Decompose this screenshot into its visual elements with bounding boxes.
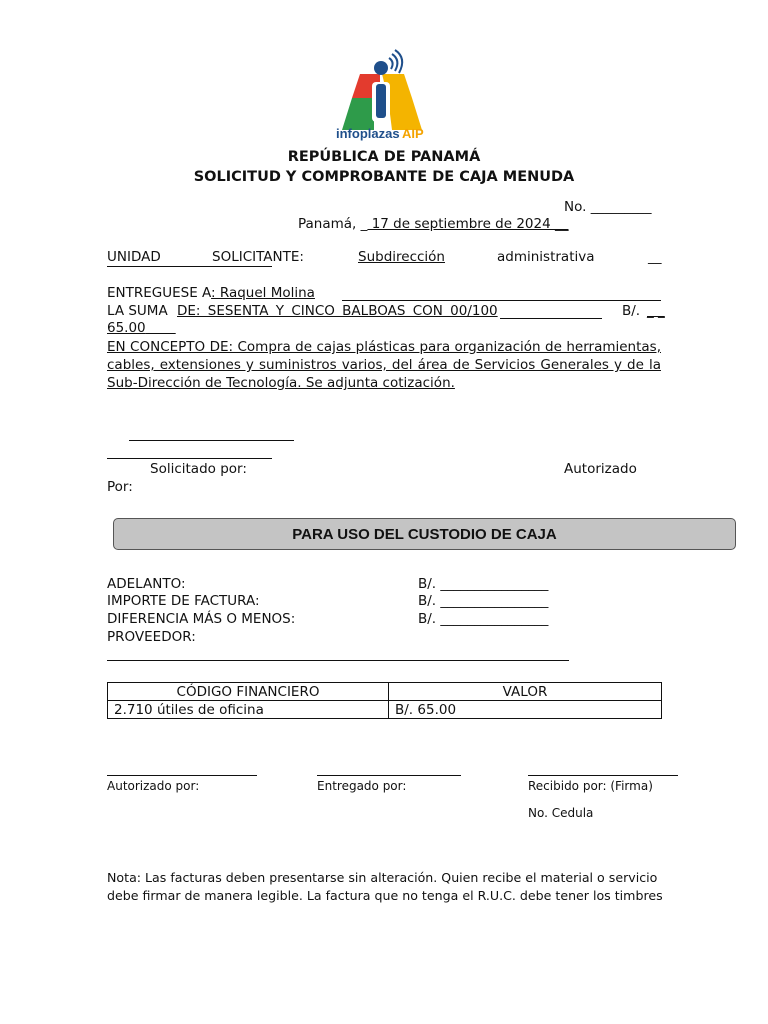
id-number-label: No. Cedula (528, 806, 594, 820)
provider-blank-line (107, 660, 569, 661)
advance-currency: B/. (418, 576, 437, 592)
received-by-label: Recibido por: (Firma) (528, 779, 653, 793)
invoice-amount-value (418, 593, 548, 609)
invoice-amount-blank: ________________ (440, 593, 549, 609)
sum-currency: B/. (622, 303, 641, 319)
number-blank: _________ (590, 199, 652, 215)
authorized-by-bottom-label: Autorizado por: (107, 779, 200, 793)
sum-blank-line (500, 318, 602, 319)
recipient-value: : Raquel Molina (211, 285, 315, 301)
authorized-by-label-cont: Por: (107, 479, 133, 495)
advance-value (418, 576, 548, 592)
recipient-label: ENTREGUESE A (107, 285, 212, 301)
cell-financial-code: 2.710 útiles de oficina (108, 701, 389, 719)
difference-value (418, 611, 548, 627)
invoice-amount-label: IMPORTE DE FACTURA: (107, 593, 260, 609)
header-value: VALOR (389, 683, 662, 701)
invoice-amount-currency: B/. (418, 593, 437, 609)
sum-value: DE: SESENTA Y CINCO BALBOAS CON 00/100 (177, 303, 498, 319)
cell-value: B/. 65.00 (389, 701, 662, 719)
requested-by-label: Solicitado por: (150, 461, 247, 477)
unit-label-2: SOLICITANTE: (212, 249, 304, 265)
requested-signature-line (129, 440, 294, 441)
concept-text: EN CONCEPTO DE: Compra de cajas plásticas para organización de herramientas, cables, extensiones y suministros varios, del área de Servicios Generales y de la Sub-Dirección de Tecnología. Se adjunta cotización. (107, 339, 661, 391)
unit-value-2: administrativa (497, 249, 595, 265)
custodian-banner (113, 518, 736, 550)
custodian-banner-text: PARA USO DEL CUSTODIO DE CAJA (292, 525, 557, 543)
date-lead: _ (356, 216, 368, 232)
amount-line (107, 320, 176, 336)
authorized-signature-line (107, 458, 272, 459)
received-signature-line (528, 775, 678, 776)
number-field (564, 199, 651, 215)
provider-label: PROVEEDOR: (107, 629, 196, 645)
date-prefix: Panamá, (298, 216, 357, 232)
financial-table (107, 682, 662, 719)
logo-text: infoplazas (336, 126, 400, 141)
delivered-by-label: Entregado por: (317, 779, 407, 793)
unit-tail: __ (648, 249, 662, 265)
date-value: 17 de septiembre de 2024 __ (367, 216, 569, 232)
advance-blank: ________________ (440, 576, 549, 592)
concept-paragraph (107, 338, 661, 392)
logo-suffix: AIP (402, 126, 424, 141)
header-financial-code: CÓDIGO FINANCIERO (108, 683, 389, 701)
unit-value-1: Subdirección (358, 249, 445, 265)
difference-blank: ________________ (440, 611, 549, 627)
footer-note: Nota: Las facturas deben presentarse sin alteración. Quien recibe el material o servicio debe firmar de manera legible. La factura que no tenga el R.U.C. debe tener los timbres (107, 870, 663, 903)
unit-blank-line (107, 266, 272, 267)
number-label: No. (564, 199, 587, 215)
title-form: SOLICITUD Y COMPROBANTE DE CAJA MENUDA (193, 169, 575, 185)
title-republic: REPÚBLICA DE PANAMÁ (287, 149, 481, 165)
difference-label: DIFERENCIA MÁS O MENOS: (107, 611, 296, 627)
authorized-by-label: Autorizado (564, 461, 637, 477)
delivered-signature-line (317, 775, 461, 776)
sum-label: LA SUMA (107, 303, 168, 319)
table-row (108, 701, 662, 719)
authorized-signature-bottom-line (107, 775, 257, 776)
unit-value (358, 249, 648, 265)
amount-value: 65.00 (107, 320, 146, 336)
advance-label: ADELANTO: (107, 576, 186, 592)
difference-currency: B/. (418, 611, 437, 627)
infoplazas-logo (334, 48, 430, 142)
table-header-row (108, 683, 662, 701)
recipient-blank-line (342, 300, 661, 301)
recipient-line (107, 285, 315, 301)
date-line (298, 216, 568, 232)
unit-label-1: UNIDAD (107, 249, 161, 265)
sum-tail: _ _ (647, 303, 665, 319)
